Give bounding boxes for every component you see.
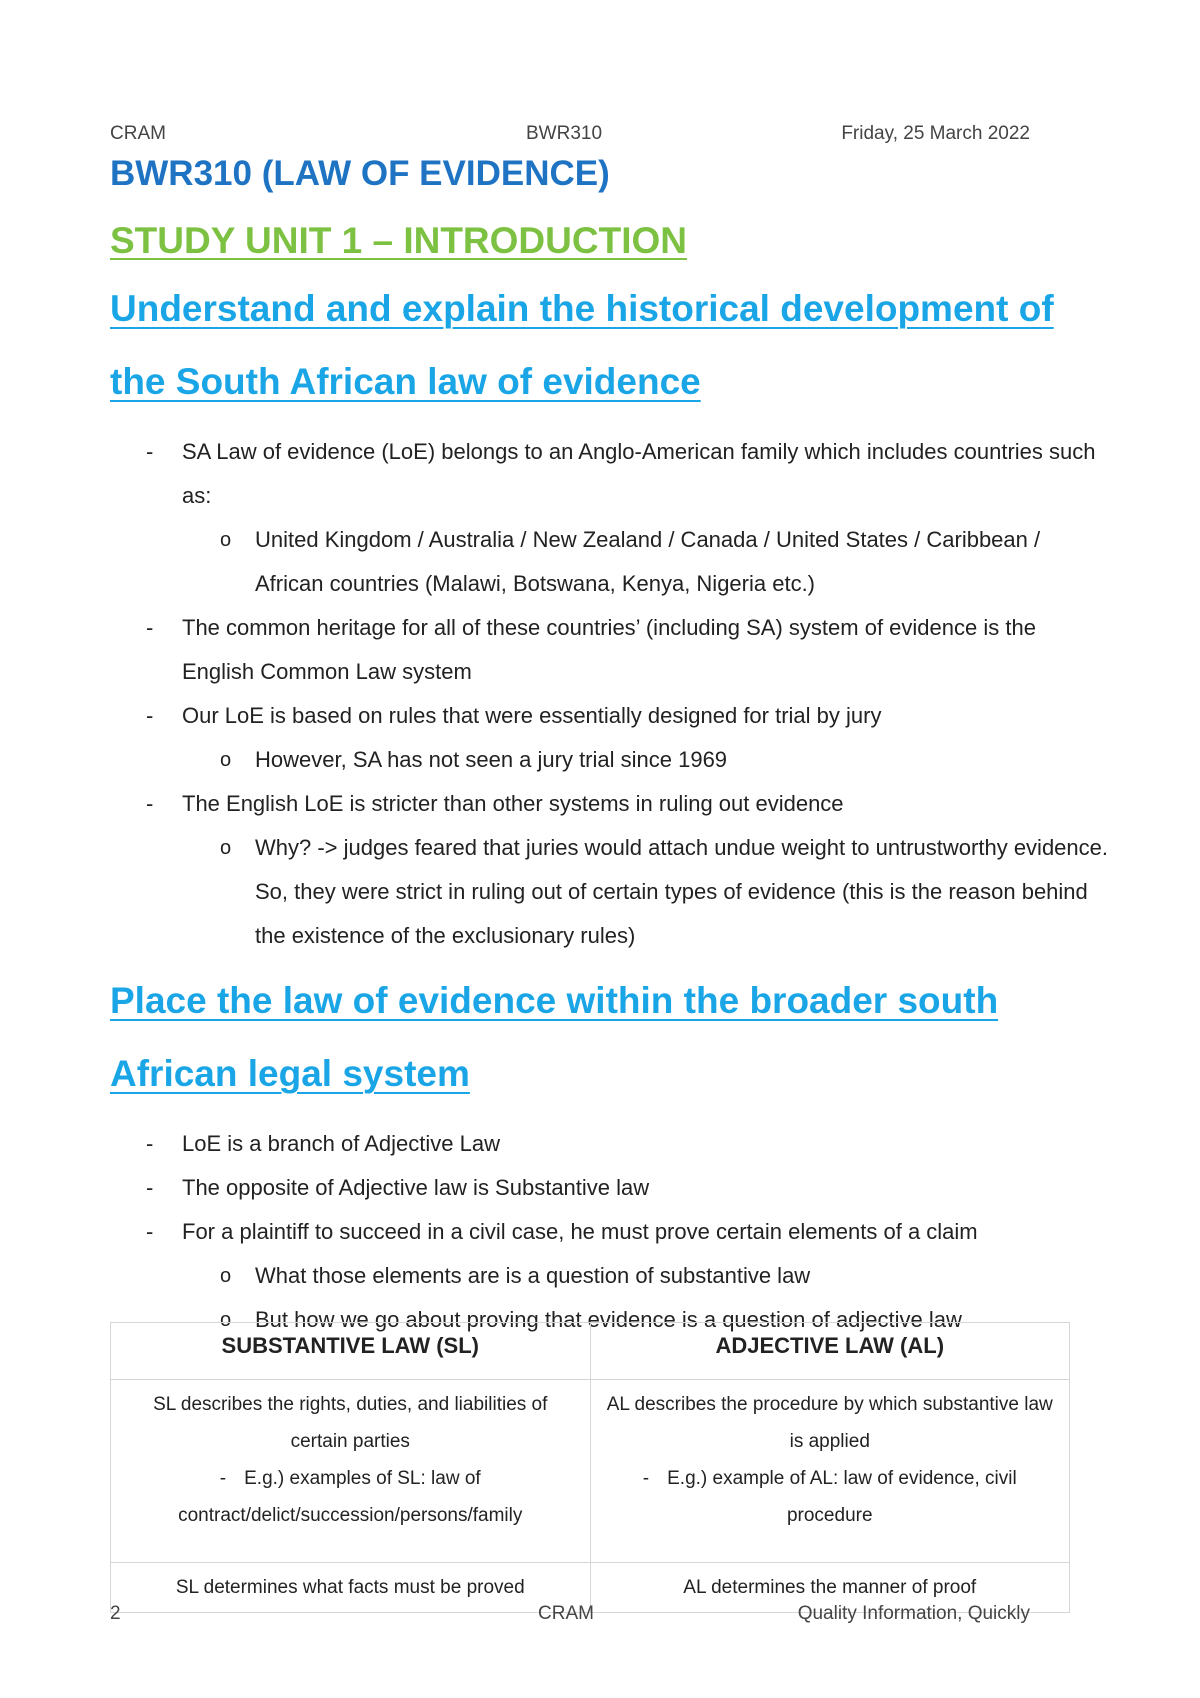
- cell-text: SL describes the rights, duties, and liabilities of certain parties: [153, 1394, 548, 1452]
- list-item: [110, 782, 1110, 958]
- list-item: [110, 1122, 1110, 1166]
- document-title: BWR310 (LAW OF EVIDENCE): [110, 154, 610, 193]
- document-body: [110, 150, 1110, 1342]
- study-unit-title: STUDY UNIT 1 – INTRODUCTION: [110, 220, 687, 261]
- table-cell-sl-description: [111, 1380, 591, 1563]
- list-item: [110, 694, 1110, 782]
- cell-sub-bullet: [603, 1460, 1058, 1534]
- sub-list-item: o What those elements are is a question of substantive law: [110, 1254, 1110, 1298]
- table-cell-al-proof: AL determines the manner of proof: [590, 1563, 1070, 1613]
- header-center: BWR310: [526, 123, 603, 144]
- cell-text: AL describes the procedure by which substantive law is applied: [606, 1394, 1053, 1452]
- list-item: [110, 606, 1110, 694]
- page-number: 2: [110, 1603, 121, 1624]
- cell-sub-text: E.g.) example of AL: law of evidence, civil procedure: [667, 1468, 1017, 1526]
- column-header-substantive: SUBSTANTIVE LAW (SL): [111, 1323, 591, 1380]
- cell-sub-bullet: [123, 1460, 578, 1534]
- footer-tagline: Quality Information, Quickly: [797, 1603, 1030, 1624]
- table-cell-sl-facts: SL determines what facts must be proved: [111, 1563, 591, 1613]
- cell-sub-text: E.g.) examples of SL: law of contract/delict/succession/persons/family: [178, 1468, 523, 1526]
- header-date: Friday, 25 March 2022: [841, 123, 1030, 144]
- section1-bullets: [110, 430, 1110, 958]
- section2-heading-line1: Place the law of evidence within the broader south: [110, 980, 999, 1021]
- bullet-text: For a plaintiff to succeed in a civil case, he must prove certain elements of a claim: [182, 1219, 978, 1244]
- bullet-text: SA Law of evidence (LoE) belongs to an Anglo-American family which includes countries such as:: [182, 439, 1096, 508]
- section2-heading: [110, 964, 1110, 1110]
- column-header-adjective: ADJECTIVE LAW (AL): [590, 1323, 1070, 1380]
- table-row: [111, 1380, 1070, 1563]
- bullet-text: LoE is a branch of Adjective Law: [182, 1131, 500, 1156]
- section1-heading-line1: Understand and explain the historical development of: [110, 288, 1054, 329]
- section1-heading-line2: the South African law of evidence: [110, 361, 701, 402]
- footer-center: CRAM: [538, 1603, 594, 1624]
- sub-list: [182, 826, 1110, 958]
- page-header: [110, 123, 1030, 147]
- sub-list: [182, 518, 1110, 606]
- bullet-text: The common heritage for all of these countries’ (including SA) system of evidence is the English Common Law system: [182, 615, 1036, 684]
- bullet-text: Our LoE is based on rules that were essentially designed for trial by jury: [182, 703, 882, 728]
- sub-list-item: o But how we go about proving that evidence is a question of adjective law: [110, 1298, 1110, 1342]
- sub-list-item: o Why? -> judges feared that juries would attach undue weight to untrustworthy evidence. So, they were strict in ruling out of certain types of evidence (this is the reason behind the existence of the exclusionary rules): [110, 826, 1110, 958]
- bullet-text: The opposite of Adjective law is Substantive law: [182, 1175, 650, 1200]
- sub-list-item: o However, SA has not seen a jury trial since 1969: [110, 738, 1110, 782]
- sub-list-item: o United Kingdom / Australia / New Zealand / Canada / United States / Caribbean / African countries (Malawi, Botswana, Kenya, Nigeria etc.): [110, 518, 1110, 606]
- list-item: [110, 430, 1110, 606]
- header-left: CRAM: [110, 123, 166, 144]
- table-header-row: [111, 1323, 1070, 1380]
- comparison-table: [110, 1322, 1070, 1613]
- dash-marker: -: [642, 1468, 650, 1489]
- section2-heading-line2: African legal system: [110, 1053, 470, 1094]
- page-footer: [110, 1603, 1030, 1627]
- bullet-text: The English LoE is stricter than other systems in ruling out evidence: [182, 791, 844, 816]
- table-cell-al-description: [590, 1380, 1070, 1563]
- section2-bullets: [110, 1122, 1110, 1342]
- sub-list: [182, 738, 1110, 782]
- section1-heading: [110, 272, 1110, 418]
- list-item: [110, 1166, 1110, 1210]
- dash-marker: -: [219, 1468, 227, 1489]
